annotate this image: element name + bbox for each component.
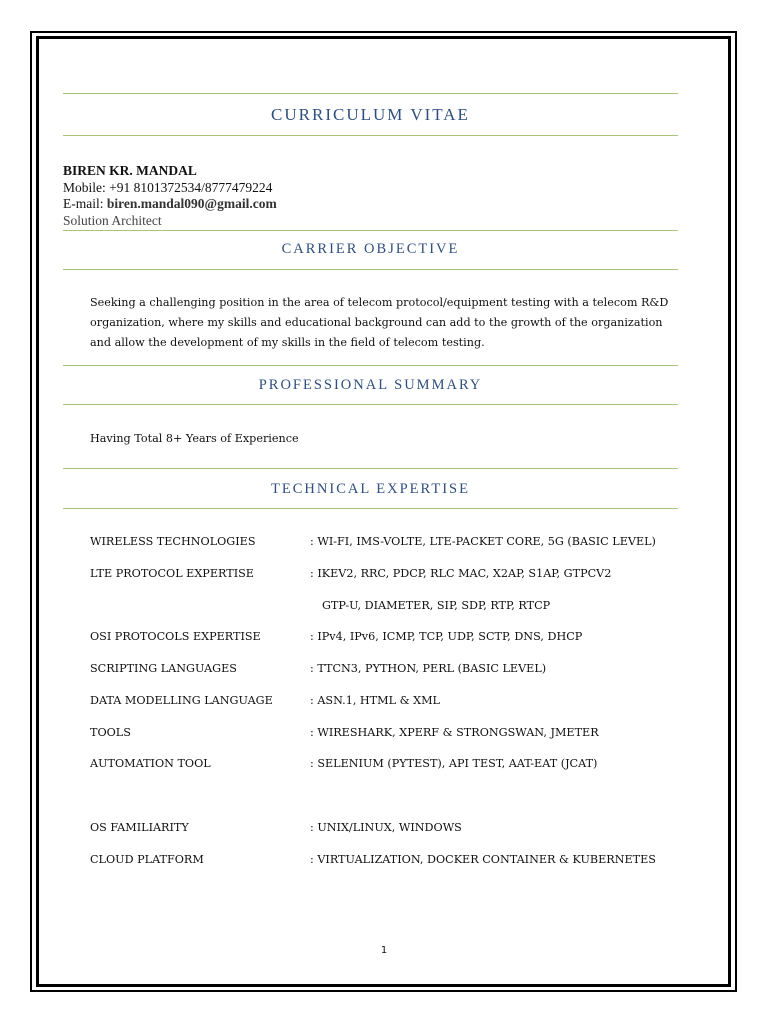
tech-value: : WIRESHARK, XPERF & STRONGSWAN, JMETER: [310, 726, 599, 739]
tech-label: OSI PROTOCOLS EXPERTISE: [90, 630, 261, 643]
tech-value: : IKEV2, RRC, PDCP, RLC MAC, X2AP, S1AP, GTPCV2: [310, 567, 612, 580]
tech-label: DATA MODELLING LANGUAGE: [90, 694, 273, 707]
email-label: E-mail:: [63, 196, 107, 211]
contact-block: [63, 163, 277, 229]
page-title: CURRICULUM VITAE: [271, 105, 470, 124]
section-heading-technical: TECHNICAL EXPERTISE: [271, 481, 470, 497]
email-value[interactable]: biren.mandal090@gmail.com: [106, 196, 277, 211]
tech-value: : SELENIUM (PYTEST), API TEST, AAT-EAT (JCAT): [310, 757, 598, 770]
section-heading-objective: CARRIER OBJECTIVE: [281, 241, 460, 257]
divider: [63, 404, 678, 405]
tech-value: GTP-U, DIAMETER, SIP, SDP, RTP, RTCP: [322, 599, 551, 612]
tech-label: TOOLS: [90, 726, 131, 739]
divider: [63, 365, 678, 366]
tech-value: : ASN.1, HTML & XML: [310, 694, 440, 707]
tech-value: : WI-FI, IMS-VOLTE, LTE-PACKET CORE, 5G (BASIC LEVEL): [310, 535, 656, 548]
tech-value: : VIRTUALIZATION, DOCKER CONTAINER & KUBERNETES: [310, 853, 656, 866]
divider: [63, 230, 678, 231]
job-role: Solution Architect: [63, 212, 162, 228]
summary-text: Having Total 8+ Years of Experience: [90, 432, 299, 445]
candidate-name: BIREN KR. MANDAL: [63, 163, 197, 178]
email-line: [63, 196, 277, 213]
tech-value: : UNIX/LINUX, WINDOWS: [310, 821, 462, 834]
divider: [63, 508, 678, 509]
divider: [63, 135, 678, 136]
objective-text: Seeking a challenging position in the area of telecom protocol/equipment testing with a telecom R&D organization, where my skills and educational background can add to the growth of the organization and allow the development of my skills in the field of telecom testing.: [90, 296, 669, 349]
tech-label: SCRIPTING LANGUAGES: [90, 662, 237, 675]
page-number: 1: [380, 945, 388, 956]
tech-label: AUTOMATION TOOL: [90, 757, 211, 770]
tech-value: : IPv4, IPv6, ICMP, TCP, UDP, SCTP, DNS, DHCP: [310, 630, 583, 643]
tech-value: : TTCN3, PYTHON, PERL (BASIC LEVEL): [310, 662, 547, 675]
divider: [63, 93, 678, 94]
tech-label: CLOUD PLATFORM: [90, 853, 204, 866]
mobile-line: Mobile: +91 8101372534/8777479224: [63, 179, 273, 195]
tech-label: LTE PROTOCOL EXPERTISE: [90, 567, 254, 580]
section-heading-summary: PROFESSIONAL SUMMARY: [258, 377, 483, 393]
divider: [63, 269, 678, 270]
divider: [63, 468, 678, 469]
tech-label: WIRELESS TECHNOLOGIES: [90, 535, 256, 548]
tech-label: OS FAMILIARITY: [90, 821, 189, 834]
